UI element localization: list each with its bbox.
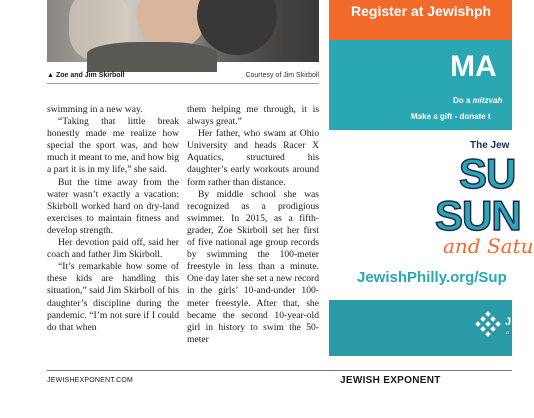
- ad-logo-panel: [329, 300, 512, 356]
- ad-jewish-text: The Jew: [470, 140, 510, 151]
- article-photo: [47, 0, 319, 62]
- ad-big-word: MA: [450, 50, 497, 83]
- article-paragraph: “It’s remarkable how some of these kids are handling this situation,” said Jim Skirboll of his daughter’s discipline during the pandemic. “I’m not sure if I could do that when: [47, 261, 179, 333]
- ad-mitzvah-text: Do a mitzvah: [453, 96, 503, 105]
- jewish-federation-logo-icon: [475, 312, 501, 340]
- ad-super-sunday-panel: [329, 130, 534, 300]
- footer-publication: JEWISH EXPONENT: [340, 375, 441, 386]
- ad-sunday-word: SUN: [435, 192, 521, 239]
- article-paragraph: But the time away from the water wasn’t exactly a vacation: Skirboll worked hard on dry-land exercises to maintain fitness and develop strength.: [47, 176, 179, 236]
- ad-saturday-script: and Satu: [443, 234, 534, 258]
- ad-super-word: SU: [459, 150, 516, 197]
- article-column-1: [47, 104, 179, 334]
- ad-register-text: Register at Jewishph: [351, 3, 492, 19]
- article-paragraph: them helping me through, it is always great.”: [187, 104, 319, 128]
- advertisement[interactable]: [329, 0, 534, 356]
- footer-website: JEWISHEXPONENT.COM: [47, 377, 134, 384]
- ad-teal-panel: [329, 40, 512, 130]
- article-paragraph: By middle school she was recognized as a prodigious swimmer. In 2015, as a fifth-grader, Zoe Skirboll set her first of five national age group records by swimming the 100-meter freestyle in less than a minute. One day later she set a new record in the girls’ 10-and-under 100-meter freestyle. After that, she became the second 10-year-old girl in history to swim the 50-meter: [187, 188, 319, 345]
- footer-rule: [47, 370, 512, 371]
- ad-url-link[interactable]: JewishPhilly.org/Sup: [357, 269, 507, 286]
- ad-logo-letter: J: [505, 316, 512, 328]
- article-column-2: [187, 104, 319, 346]
- article-paragraph: “Taking that little break honestly made me realize how special the sport was, and how much it meant to me, and how big a part it is in my life,” she said.: [47, 116, 179, 176]
- photo-credit: Courtesy of Jim Skirboll: [245, 72, 319, 79]
- caption-names: ▲ Zoe and Jim Skirboll: [47, 72, 125, 79]
- article-paragraph: Her father, who swam at Ohio University and heads Racer X Aquatics, structured his daughter’s early workouts around form rather than distance.: [187, 128, 319, 188]
- article-paragraph: swimming in a new way.: [47, 104, 143, 115]
- article-paragraph: Her devotion paid off, said her coach and father Jim Skirboll.: [47, 237, 179, 261]
- ad-logo-subletter: O: [506, 330, 510, 335]
- triangle-icon: ▲: [47, 72, 54, 79]
- ad-register-banner: [329, 0, 512, 40]
- caption-rule: [47, 83, 319, 84]
- ad-gift-text: Make a gift - donate t: [411, 112, 491, 121]
